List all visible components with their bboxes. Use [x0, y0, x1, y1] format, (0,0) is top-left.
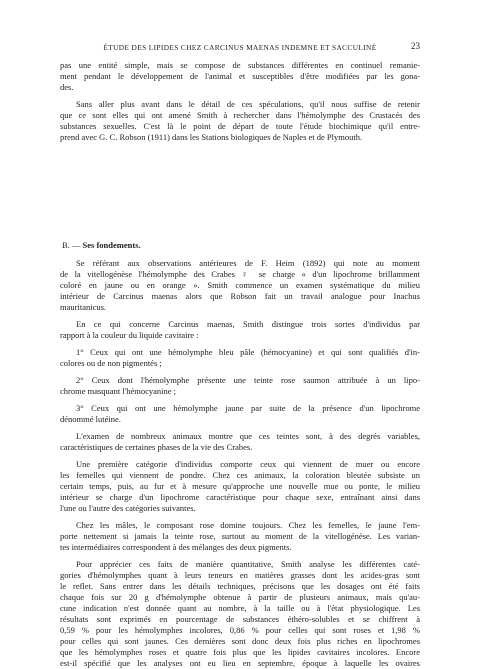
- text-line: cune indication n'est donnée quant au nombre, à la taille ou à l'état physiologique. Les: [60, 603, 420, 613]
- section-title: Ses fondements.: [82, 240, 141, 250]
- running-title: ÉTUDE DES LIPIDES CHEZ CARCINUS MAENAS INDEMNE ET SACCULINÉ: [103, 43, 377, 52]
- text-line: tes intermédiaires correspondent à des mélanges des deux pigments.: [60, 542, 292, 552]
- text-line: résultats sont exprimés en pourcentage de substances éthéro-solubles et se chiffrent à: [60, 614, 420, 624]
- text-line: Se référant aux observations antérieures de F. Heim (1892) qui note au moment: [76, 258, 420, 268]
- text-line: de la vitellogénèse l'hémolymphe des Crabes ♀ se charge « d'un lipochrome brillamment: [60, 269, 420, 279]
- text-line: certain temps, puis, au fur et à mesure qu'approche une nouvelle mue ou ponte, le milieu: [60, 481, 420, 491]
- text-line: 2° Ceux dont l'hémolymphe présente une teinte rose saumon attribuée à un lipo-: [76, 375, 420, 385]
- text-line: gories d'hémolymphes quant à leurs teneurs en matières grasses dont les acides-gras sont: [60, 570, 420, 580]
- text-line: chrome masquant l'hémocyanine ;: [60, 386, 177, 396]
- text-line: des.: [60, 82, 74, 92]
- text-line: que ce sont elles qui ont amené Smith à rechercher dans l'hémolymphe des Crustacés des: [60, 110, 420, 120]
- text-line: Une première catégorie d'individus comporte ceux qui viennent de muer ou encore: [76, 459, 420, 469]
- text-line: les femelles qui viennent de pondre. Chez ces animaux, la coloration bleutée subsiste un: [60, 470, 420, 480]
- text-line: pour celles qui sont jaunes. Ces dernières sont donc deux fois plus riches en lipochromes: [60, 636, 420, 646]
- text-line: 1° Ceux qui ont une hémolymphe bleu pâle (hémocyanine) et qui sont qualifiés d'in-: [76, 347, 420, 357]
- page-number: 23: [411, 41, 420, 51]
- section-number: B.: [62, 240, 70, 250]
- text-line: L'examen de nombreux animaux montre que ces teintes sont, à des degrés variables,: [76, 431, 420, 441]
- text-line: dénommé lutéine.: [60, 414, 121, 424]
- text-line: pas une entité simple, mais se compose de substances différentes en continuel remanie-: [60, 60, 420, 70]
- text-line: que les hémolymphes roses et quatre fois plus que les lipides cavitaires incolores. Encore: [60, 647, 420, 657]
- text-line: le reflet. Sans entrer dans les détails techniques, précisons que les dosages ont été faits: [60, 581, 420, 591]
- text-line: l'une ou l'autre des catégories suivantes.: [60, 503, 196, 513]
- text-line: 3° Ceux qui ont une hémolymphe jaune par suite de la présence d'un lipochrome: [76, 403, 420, 413]
- text-line: ment pendant le développement de l'animal et susceptibles d'être modifiées par les gona-: [60, 71, 420, 81]
- text-line: est-il spécifié que les analyses ont eu lieu en septembre, époque à laquelle les ovaires: [60, 658, 420, 668]
- section-heading: [62, 240, 141, 250]
- text-line: rapport à la couleur du liquide cavitaire :: [60, 330, 199, 340]
- text-line: Chez les mâles, le composant rose domine toujours. Chez les femelles, le jaune l'em-: [76, 520, 420, 530]
- text-line: substances sexuelles. C'est là le point de départ de toute l'étude biochimique qu'il entre-: [60, 121, 420, 131]
- text-line: colores ou de non pigmentés ;: [60, 358, 162, 368]
- text-line: Pour apprécier ces faits de manière quantitative, Smith analyse les différentes caté-: [76, 559, 420, 569]
- text-line: En ce qui concerne Carcinus maenas, Smith distingue trois sortes d'individus par: [76, 319, 420, 329]
- text-line: intérieur se charge d'un lipochrome caractéristique pour chaque sexe, entraînant ainsi dans: [60, 492, 420, 502]
- text-line: chaque fois sur 20 g d'hémolymphe obtenue à partir de plusieurs animaux, mais qu'au-: [60, 592, 420, 602]
- text-line: coloré en jaune ou en orange ». Smith commence un examen systématique du milieu: [60, 280, 420, 290]
- text-line: intérieur de Carcinus maenas alors que Robson fait un travail analogue pour Inachus: [60, 291, 420, 301]
- section-dash: —: [71, 240, 81, 250]
- text-line: mauritanicus.: [60, 302, 107, 312]
- text-line: prend avec G. C. Robson (1911) dans les Stations biologiques de Naples et de Plymouth.: [60, 132, 363, 142]
- text-line: 0,59 % pour les hémolymphes incolores, 0,86 % pour celles qui sont roses et 1,98 %: [60, 625, 420, 635]
- text-line: caractéristiques de certaines phases de la vie des Crabes.: [60, 442, 253, 452]
- text-line: Sans aller plus avant dans le détail de ces spéculations, qu'il nous suffise de retenir: [76, 99, 420, 109]
- text-line: porte nettement si jamais la teinte rose, surtout au moment de la vitellogénèse. Les varian-: [60, 531, 420, 541]
- page-header: [60, 40, 420, 52]
